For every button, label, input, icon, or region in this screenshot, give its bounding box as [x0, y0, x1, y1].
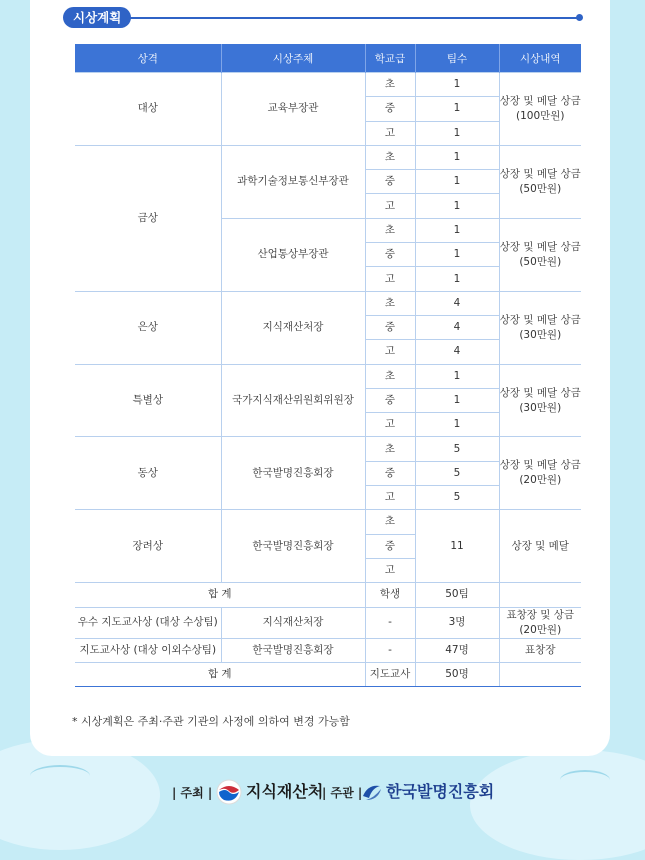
prize-cell: 상장 및 메달 상금(30만원) [499, 364, 581, 437]
level-cell: 초 [365, 510, 415, 534]
count-cell: 47명 [415, 638, 499, 662]
award-cell: 특별상 [75, 364, 221, 437]
host-cell: 한국발명진흥회장 [221, 510, 365, 583]
count-cell: 1 [415, 267, 499, 291]
level-cell: 중 [365, 534, 415, 558]
award-cell: 은상 [75, 291, 221, 364]
table-row [75, 73, 581, 97]
prize-cell: 상장 및 메달 상금(20만원) [499, 437, 581, 510]
total-label-cell: 합 계 [75, 583, 365, 607]
level-cell: 고 [365, 267, 415, 291]
host-cell: 국가지식재산위원회위원장 [221, 364, 365, 437]
level-cell: 지도교사 [365, 662, 415, 686]
count-cell: 3명 [415, 607, 499, 638]
award-cell: 금상 [75, 145, 221, 291]
table-row [75, 145, 581, 169]
prize-cell: 상장 및 메달 상금(100만원) [499, 73, 581, 146]
level-cell: 초 [365, 291, 415, 315]
level-cell: 중 [365, 243, 415, 267]
section-header [63, 6, 583, 30]
count-cell: 1 [415, 73, 499, 97]
prize-cell [499, 583, 581, 607]
header-cell: 시상내역 [499, 44, 581, 73]
level-cell: 고 [365, 486, 415, 510]
section-title: 시상계획 [63, 7, 131, 28]
count-cell: 4 [415, 340, 499, 364]
host-cell: 한국발명진흥회장 [221, 437, 365, 510]
kipa-logo-icon [360, 780, 384, 804]
level-cell: 고 [365, 340, 415, 364]
host-logo-text: 지식재산처 [246, 782, 324, 801]
organizer-label: | 주관 | [322, 786, 363, 800]
table-header-row [75, 44, 581, 73]
count-cell: 1 [415, 194, 499, 218]
student-total-row [75, 583, 581, 607]
award-cell: 동상 [75, 437, 221, 510]
count-cell: 4 [415, 291, 499, 315]
award-cell: 대상 [75, 73, 221, 146]
total-label-cell: 합 계 [75, 662, 365, 686]
level-cell: 중 [365, 97, 415, 121]
count-cell: 1 [415, 218, 499, 242]
section-divider [123, 17, 577, 19]
government-emblem-icon [216, 779, 242, 805]
count-cell: 5 [415, 461, 499, 485]
level-cell: 초 [365, 364, 415, 388]
footer [0, 770, 645, 814]
level-cell: 학생 [365, 583, 415, 607]
count-cell: 5 [415, 437, 499, 461]
count-cell: 1 [415, 170, 499, 194]
header-cell: 팀수 [415, 44, 499, 73]
award-cell: 장려상 [75, 510, 221, 583]
prize-cell: 표창장 및 상금(20만원) [499, 607, 581, 638]
prize-cell: 상장 및 메달 상금(50만원) [499, 218, 581, 291]
count-cell: 1 [415, 243, 499, 267]
host-cell: 지식재산처장 [221, 607, 365, 638]
award-cell: 지도교사상 (대상 이외수상팀) [75, 638, 221, 662]
count-cell: 4 [415, 315, 499, 339]
level-cell: 고 [365, 413, 415, 437]
count-cell: 1 [415, 413, 499, 437]
host-cell: 지식재산처장 [221, 291, 365, 364]
teacher-row [75, 607, 581, 638]
prize-cell [499, 662, 581, 686]
level-cell: 중 [365, 461, 415, 485]
level-cell: 고 [365, 194, 415, 218]
table-row [75, 437, 581, 461]
award-cell: 우수 지도교사상 (대상 수상팀) [75, 607, 221, 638]
organizer-logo-text: 한국발명진흥회 [386, 782, 495, 801]
level-cell: 고 [365, 121, 415, 145]
count-cell: 1 [415, 388, 499, 412]
count-cell: 1 [415, 145, 499, 169]
teacher-total-row [75, 662, 581, 686]
level-cell: 중 [365, 170, 415, 194]
count-cell: 50팀 [415, 583, 499, 607]
section-divider-dot [576, 14, 583, 21]
prize-cell: 상장 및 메달 상금(30만원) [499, 291, 581, 364]
prize-cell: 상장 및 메달 상금(50만원) [499, 145, 581, 218]
table-row [75, 364, 581, 388]
level-cell: 초 [365, 437, 415, 461]
count-cell: 11 [415, 510, 499, 583]
header-cell: 상격 [75, 44, 221, 73]
level-cell: 초 [365, 218, 415, 242]
award-table [75, 44, 581, 687]
header-cell: 시상주체 [221, 44, 365, 73]
prize-cell: 표창장 [499, 638, 581, 662]
host-label: | 주최 | [172, 786, 213, 800]
level-cell: 초 [365, 145, 415, 169]
level-cell: 고 [365, 558, 415, 582]
host-cell: 교육부장관 [221, 73, 365, 146]
table-row [75, 510, 581, 534]
teacher-row [75, 638, 581, 662]
count-cell: 5 [415, 486, 499, 510]
count-cell: 1 [415, 364, 499, 388]
host-cell: 산업통상부장관 [221, 218, 365, 291]
count-cell: 50명 [415, 662, 499, 686]
level-cell: - [365, 638, 415, 662]
header-cell: 학교급 [365, 44, 415, 73]
level-cell: - [365, 607, 415, 638]
level-cell: 초 [365, 73, 415, 97]
prize-cell: 상장 및 메달 [499, 510, 581, 583]
host-cell: 한국발명진흥회장 [221, 638, 365, 662]
level-cell: 중 [365, 388, 415, 412]
count-cell: 1 [415, 97, 499, 121]
host-cell: 과학기술정보통신부장관 [221, 145, 365, 218]
level-cell: 중 [365, 315, 415, 339]
table-row [75, 291, 581, 315]
count-cell: 1 [415, 121, 499, 145]
footnote: * 시상계획은 주최·주관 기관의 사정에 의하여 변경 가능함 [72, 715, 350, 728]
